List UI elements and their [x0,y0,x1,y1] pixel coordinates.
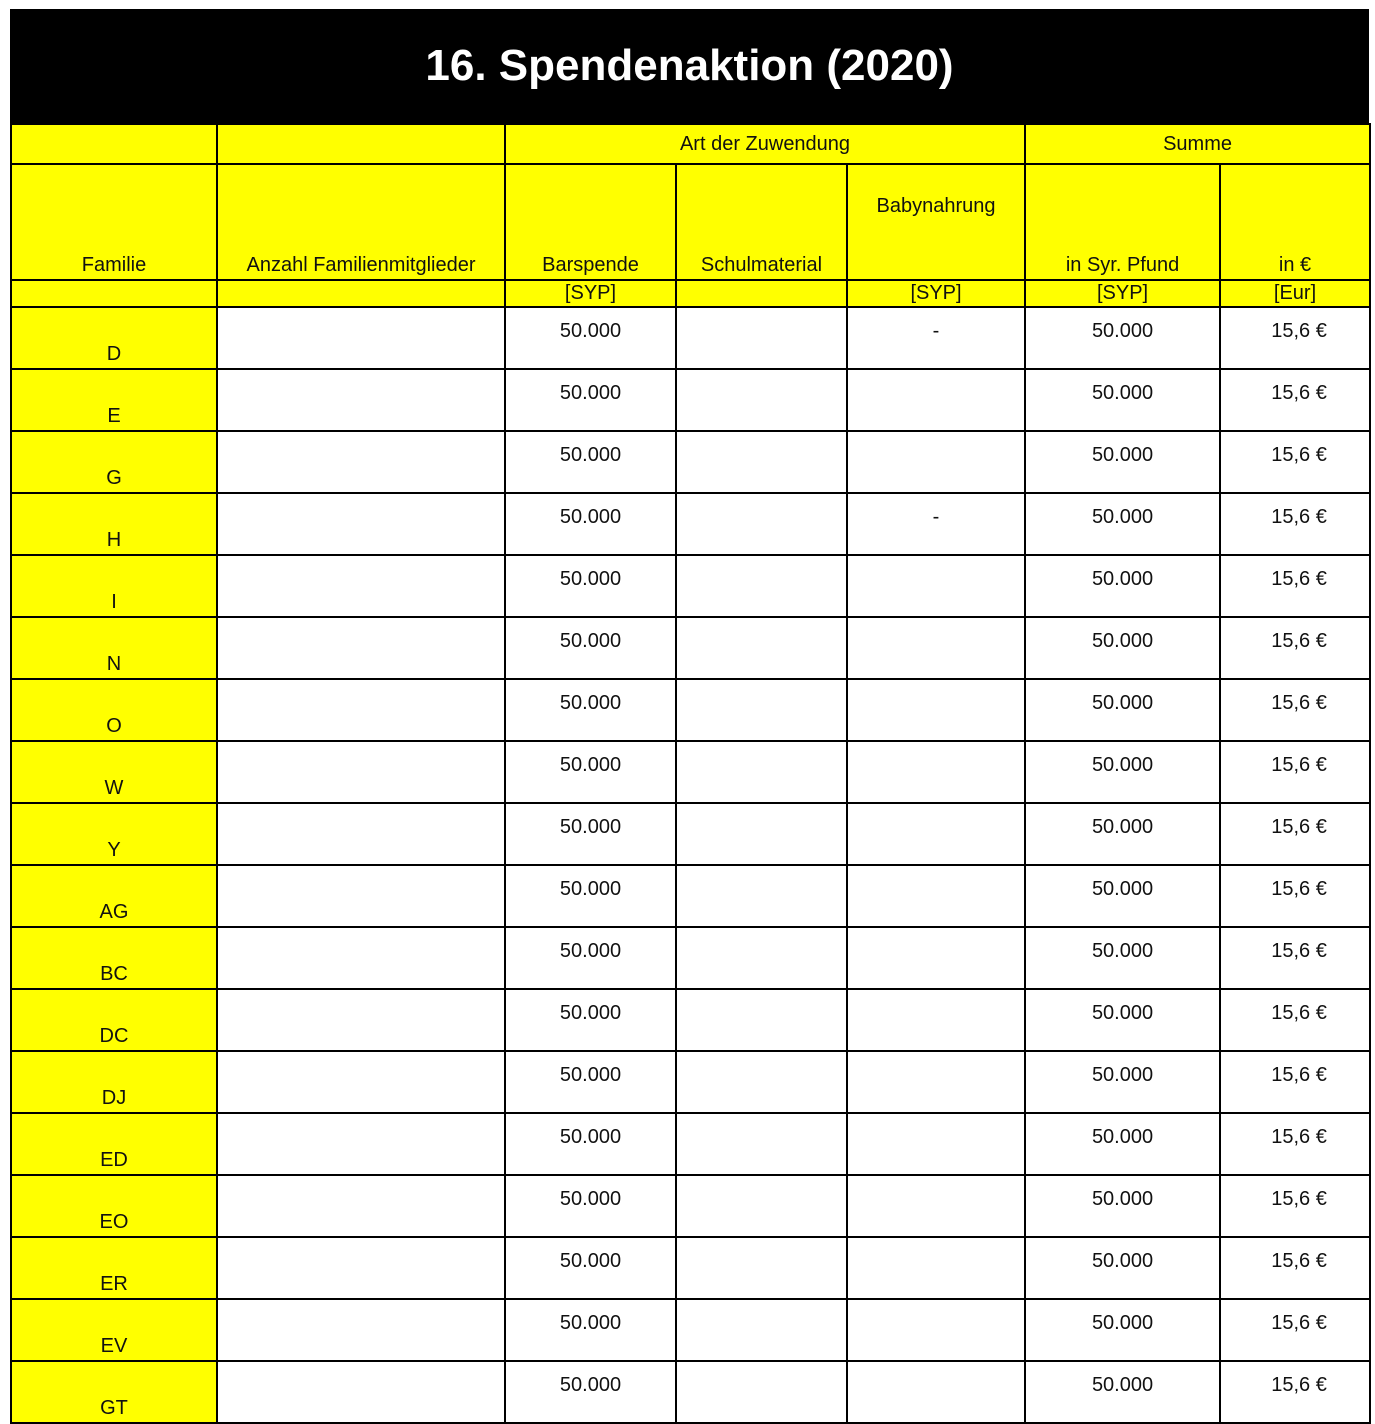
cell-anzahl [217,865,505,927]
unit-in-eur: [Eur] [1220,280,1370,307]
cell-babynahrung [847,989,1025,1051]
cell-schulmaterial [676,989,847,1051]
table-row [11,865,1370,927]
cell-barspende: 50.000 [505,431,676,493]
cell-familie: O [11,679,217,741]
cell-barspende: 50.000 [505,1175,676,1237]
cell-schulmaterial [676,741,847,803]
table-row [11,617,1370,679]
cell-in-eur: 15,6 € [1220,803,1370,865]
donation-sheet [10,9,1369,1424]
cell-babynahrung [847,865,1025,927]
cell-schulmaterial [676,1051,847,1113]
cell-syr-pfund: 50.000 [1025,989,1220,1051]
cell-babynahrung [847,617,1025,679]
cell-babynahrung [847,555,1025,617]
cell-anzahl [217,493,505,555]
header-familie: Familie [11,164,217,280]
cell-familie: E [11,369,217,431]
cell-familie: G [11,431,217,493]
cell-anzahl [217,741,505,803]
cell-familie: I [11,555,217,617]
cell-barspende: 50.000 [505,1237,676,1299]
cell-babynahrung [847,369,1025,431]
table-row [11,1299,1370,1361]
cell-syr-pfund: 50.000 [1025,1361,1220,1423]
table-row [11,803,1370,865]
cell-anzahl [217,989,505,1051]
unit-empty [217,280,505,307]
cell-anzahl [217,1175,505,1237]
group-header-row [11,124,1370,164]
cell-anzahl [217,1299,505,1361]
cell-familie: Y [11,803,217,865]
cell-syr-pfund: 50.000 [1025,369,1220,431]
cell-familie: EO [11,1175,217,1237]
unit-babynahrung: [SYP] [847,280,1025,307]
cell-babynahrung [847,1299,1025,1361]
cell-familie: D [11,307,217,369]
table-row [11,989,1370,1051]
cell-barspende: 50.000 [505,1299,676,1361]
cell-in-eur: 15,6 € [1220,679,1370,741]
cell-schulmaterial [676,1175,847,1237]
cell-anzahl [217,1237,505,1299]
cell-anzahl [217,555,505,617]
cell-barspende: 50.000 [505,989,676,1051]
cell-familie: EV [11,1299,217,1361]
table-row [11,1113,1370,1175]
cell-barspende: 50.000 [505,927,676,989]
table-row [11,741,1370,803]
table-row [11,1051,1370,1113]
cell-schulmaterial [676,1237,847,1299]
cell-in-eur: 15,6 € [1220,493,1370,555]
cell-in-eur: 15,6 € [1220,431,1370,493]
cell-babynahrung: - [847,307,1025,369]
cell-schulmaterial [676,865,847,927]
cell-schulmaterial [676,1299,847,1361]
cell-syr-pfund: 50.000 [1025,1299,1220,1361]
table-row [11,307,1370,369]
table-row [11,1361,1370,1423]
cell-barspende: 50.000 [505,617,676,679]
cell-syr-pfund: 50.000 [1025,555,1220,617]
cell-familie: BC [11,927,217,989]
group-header-empty [217,124,505,164]
cell-babynahrung [847,1051,1025,1113]
cell-syr-pfund: 50.000 [1025,741,1220,803]
table-row [11,927,1370,989]
table-row [11,493,1370,555]
cell-anzahl [217,679,505,741]
cell-anzahl [217,431,505,493]
table-row [11,431,1370,493]
cell-barspende: 50.000 [505,369,676,431]
cell-syr-pfund: 50.000 [1025,431,1220,493]
cell-babynahrung [847,927,1025,989]
cell-babynahrung [847,803,1025,865]
cell-syr-pfund: 50.000 [1025,1237,1220,1299]
cell-syr-pfund: 50.000 [1025,1175,1220,1237]
cell-syr-pfund: 50.000 [1025,1051,1220,1113]
table-row [11,369,1370,431]
cell-syr-pfund: 50.000 [1025,617,1220,679]
cell-familie: DC [11,989,217,1051]
cell-schulmaterial [676,927,847,989]
unit-empty [11,280,217,307]
cell-barspende: 50.000 [505,1051,676,1113]
cell-barspende: 50.000 [505,679,676,741]
cell-barspende: 50.000 [505,555,676,617]
cell-syr-pfund: 50.000 [1025,803,1220,865]
cell-in-eur: 15,6 € [1220,1361,1370,1423]
cell-babynahrung [847,1237,1025,1299]
cell-schulmaterial [676,1361,847,1423]
header-syr-pfund: in Syr. Pfund [1025,164,1220,280]
header-babynahrung: Babynahrung [847,164,1025,280]
cell-anzahl [217,1051,505,1113]
cell-in-eur: 15,6 € [1220,1051,1370,1113]
cell-syr-pfund: 50.000 [1025,307,1220,369]
cell-schulmaterial [676,555,847,617]
unit-row [11,280,1370,307]
cell-anzahl [217,1113,505,1175]
cell-barspende: 50.000 [505,865,676,927]
cell-familie: GT [11,1361,217,1423]
group-header-art: Art der Zuwendung [505,124,1025,164]
cell-in-eur: 15,6 € [1220,927,1370,989]
unit-empty [676,280,847,307]
cell-in-eur: 15,6 € [1220,1299,1370,1361]
cell-babynahrung [847,741,1025,803]
cell-familie: H [11,493,217,555]
cell-babynahrung [847,679,1025,741]
header-barspende: Barspende [505,164,676,280]
header-schulmaterial: Schulmaterial [676,164,847,280]
cell-babynahrung: - [847,493,1025,555]
cell-familie: AG [11,865,217,927]
unit-barspende: [SYP] [505,280,676,307]
cell-babynahrung [847,431,1025,493]
table-row [11,555,1370,617]
cell-in-eur: 15,6 € [1220,555,1370,617]
cell-babynahrung [847,1361,1025,1423]
cell-in-eur: 15,6 € [1220,989,1370,1051]
cell-syr-pfund: 50.000 [1025,927,1220,989]
cell-barspende: 50.000 [505,307,676,369]
cell-syr-pfund: 50.000 [1025,679,1220,741]
cell-anzahl [217,617,505,679]
cell-barspende: 50.000 [505,1113,676,1175]
cell-schulmaterial [676,493,847,555]
table-row [11,1237,1370,1299]
cell-in-eur: 15,6 € [1220,865,1370,927]
cell-in-eur: 15,6 € [1220,1175,1370,1237]
table-row [11,1175,1370,1237]
cell-anzahl [217,1361,505,1423]
cell-familie: W [11,741,217,803]
cell-in-eur: 15,6 € [1220,1237,1370,1299]
cell-schulmaterial [676,431,847,493]
cell-familie: ED [11,1113,217,1175]
header-anzahl: Anzahl Familienmitglieder [217,164,505,280]
cell-in-eur: 15,6 € [1220,369,1370,431]
unit-syr-pfund: [SYP] [1025,280,1220,307]
cell-schulmaterial [676,617,847,679]
cell-schulmaterial [676,679,847,741]
cell-anzahl [217,307,505,369]
cell-barspende: 50.000 [505,803,676,865]
cell-barspende: 50.000 [505,493,676,555]
cell-anzahl [217,803,505,865]
cell-babynahrung [847,1175,1025,1237]
cell-schulmaterial [676,307,847,369]
cell-schulmaterial [676,369,847,431]
cell-syr-pfund: 50.000 [1025,1113,1220,1175]
cell-in-eur: 15,6 € [1220,617,1370,679]
cell-barspende: 50.000 [505,1361,676,1423]
cell-schulmaterial [676,803,847,865]
sheet-title: 16. Spendenaktion (2020) [10,9,1369,123]
cell-anzahl [217,369,505,431]
header-in-eur: in € [1220,164,1370,280]
donation-table [10,123,1371,1424]
cell-barspende: 50.000 [505,741,676,803]
cell-anzahl [217,927,505,989]
group-header-summe: Summe [1025,124,1370,164]
cell-syr-pfund: 50.000 [1025,493,1220,555]
cell-in-eur: 15,6 € [1220,307,1370,369]
table-row [11,679,1370,741]
cell-syr-pfund: 50.000 [1025,865,1220,927]
cell-familie: N [11,617,217,679]
column-header-row [11,164,1370,280]
group-header-empty [11,124,217,164]
cell-familie: DJ [11,1051,217,1113]
cell-familie: ER [11,1237,217,1299]
cell-babynahrung [847,1113,1025,1175]
cell-in-eur: 15,6 € [1220,741,1370,803]
cell-schulmaterial [676,1113,847,1175]
cell-in-eur: 15,6 € [1220,1113,1370,1175]
